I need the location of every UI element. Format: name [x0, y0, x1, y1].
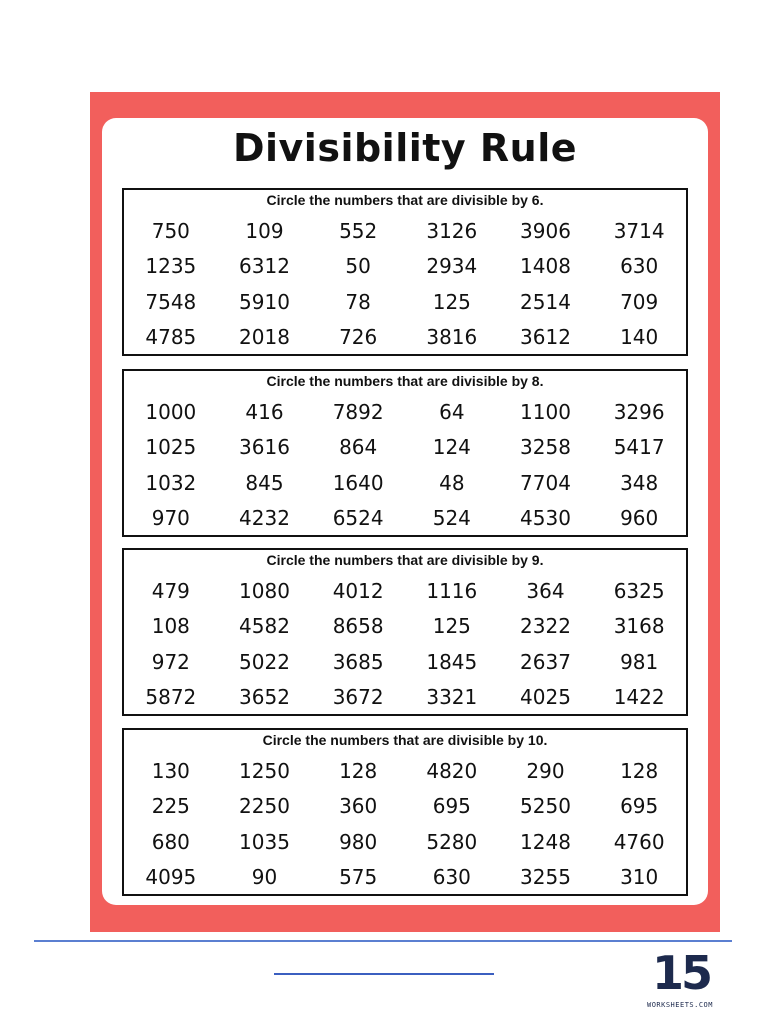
number-cell[interactable]: 7548	[145, 289, 197, 314]
number-cell[interactable]: 225	[151, 794, 190, 819]
worksheet-title: Divisibility Rule	[232, 126, 578, 170]
number-cell[interactable]: 1845	[426, 649, 478, 674]
number-cell[interactable]: 3168	[613, 614, 665, 639]
number-cell[interactable]: 5250	[520, 794, 571, 819]
number-cell[interactable]: 5280	[426, 829, 478, 854]
number-cell[interactable]: 972	[151, 649, 190, 674]
number-cell[interactable]: 4785	[145, 325, 197, 350]
number-cell[interactable]: 8658	[332, 614, 384, 639]
number-cell[interactable]: 709	[620, 289, 659, 314]
number-cell[interactable]: 750	[151, 218, 190, 243]
number-cell[interactable]: 4012	[332, 578, 384, 603]
number-cell[interactable]: 726	[339, 325, 378, 350]
section-divisible-by-10	[122, 728, 688, 896]
number-grid	[124, 573, 686, 715]
number-cell[interactable]: 4820	[426, 758, 478, 783]
number-cell[interactable]: 5022	[239, 649, 290, 674]
number-cell[interactable]: 7704	[520, 470, 571, 495]
number-cell[interactable]: 78	[345, 289, 371, 314]
number-cell[interactable]: 2934	[426, 254, 478, 279]
number-cell[interactable]: 695	[432, 794, 471, 819]
number-cell[interactable]: 3652	[239, 685, 290, 710]
worksheets-logo[interactable]	[640, 945, 720, 1015]
section-heading: Circle the numbers that are divisible by 10.	[262, 732, 548, 748]
section-heading: Circle the numbers that are divisible by 8.	[266, 373, 544, 389]
number-grid	[124, 394, 686, 536]
section-heading: Circle the numbers that are divisible by 9.	[266, 552, 544, 568]
number-cell[interactable]: 479	[151, 578, 190, 603]
number-cell[interactable]: 980	[339, 829, 378, 854]
number-cell[interactable]: 364	[526, 578, 565, 603]
number-cell[interactable]: 3816	[426, 325, 478, 350]
number-cell[interactable]: 1422	[613, 685, 665, 710]
number-cell[interactable]: 1248	[520, 829, 571, 854]
logo-number: 15	[652, 946, 711, 1000]
number-cell[interactable]: 970	[151, 506, 190, 531]
section-divisible-by-6	[122, 188, 688, 356]
number-cell[interactable]: 1250	[239, 758, 290, 783]
number-cell[interactable]: 960	[620, 506, 659, 531]
number-cell[interactable]: 5910	[239, 289, 290, 314]
number-cell[interactable]: 125	[432, 614, 471, 639]
number-cell[interactable]: 695	[620, 794, 659, 819]
number-cell[interactable]: 1640	[332, 470, 384, 495]
number-cell[interactable]: 348	[620, 470, 659, 495]
number-cell[interactable]: 6524	[332, 506, 384, 531]
number-cell[interactable]: 1100	[520, 399, 571, 424]
logo-text: WORKSHEETS.COM	[646, 1001, 713, 1009]
number-grid	[124, 753, 686, 895]
number-cell[interactable]: 1025	[145, 435, 197, 460]
section-heading: Circle the numbers that are divisible by 6.	[266, 192, 544, 208]
number-cell[interactable]: 4095	[145, 865, 197, 890]
number-cell[interactable]: 845	[245, 470, 284, 495]
number-cell[interactable]: 50	[345, 254, 371, 279]
number-cell[interactable]: 3714	[613, 218, 665, 243]
number-cell[interactable]: 6325	[613, 578, 665, 603]
number-cell[interactable]: 125	[432, 289, 471, 314]
number-cell[interactable]: 1116	[426, 578, 478, 603]
number-cell[interactable]: 3296	[613, 399, 665, 424]
number-cell[interactable]: 3906	[520, 218, 571, 243]
number-cell[interactable]: 1035	[239, 829, 290, 854]
number-cell[interactable]: 90	[251, 865, 278, 890]
number-cell[interactable]: 5417	[613, 435, 665, 460]
number-cell[interactable]: 630	[432, 865, 471, 890]
number-cell[interactable]: 2322	[520, 614, 571, 639]
number-cell[interactable]: 524	[432, 506, 471, 531]
number-cell[interactable]: 128	[620, 758, 659, 783]
number-cell[interactable]: 3255	[520, 865, 571, 890]
number-cell[interactable]: 3321	[426, 685, 478, 710]
number-cell[interactable]: 630	[620, 254, 659, 279]
number-cell[interactable]: 3126	[426, 218, 478, 243]
number-cell[interactable]: 4760	[613, 829, 665, 854]
number-cell[interactable]: 3616	[239, 435, 290, 460]
number-cell[interactable]: 290	[526, 758, 565, 783]
number-cell[interactable]: 4530	[520, 506, 571, 531]
number-cell[interactable]: 3612	[520, 325, 571, 350]
number-cell[interactable]: 2637	[520, 649, 571, 674]
number-cell[interactable]: 3258	[520, 435, 571, 460]
footer-divider	[34, 940, 732, 942]
number-cell[interactable]: 4232	[239, 506, 290, 531]
section-divisible-by-9	[122, 548, 688, 716]
number-cell[interactable]: 124	[432, 435, 471, 460]
footer-link-underline[interactable]	[274, 973, 494, 975]
number-grid	[124, 213, 686, 355]
number-cell[interactable]: 360	[339, 794, 378, 819]
number-cell[interactable]: 680	[151, 829, 190, 854]
number-cell[interactable]: 1080	[239, 578, 290, 603]
number-cell[interactable]: 64	[439, 399, 465, 424]
number-cell[interactable]: 552	[339, 218, 378, 243]
number-cell[interactable]: 1235	[145, 254, 197, 279]
number-cell[interactable]: 7892	[332, 399, 384, 424]
number-cell[interactable]: 1408	[520, 254, 571, 279]
section-divisible-by-8	[122, 369, 688, 537]
number-cell[interactable]: 3672	[332, 685, 384, 710]
number-cell[interactable]: 4582	[239, 614, 290, 639]
number-cell[interactable]: 1032	[145, 470, 197, 495]
number-cell[interactable]: 140	[620, 325, 659, 350]
number-cell[interactable]: 2514	[520, 289, 571, 314]
number-cell[interactable]: 1000	[145, 399, 197, 424]
number-cell[interactable]: 128	[339, 758, 378, 783]
number-cell[interactable]: 416	[245, 399, 284, 424]
number-cell[interactable]: 981	[620, 649, 659, 674]
number-cell[interactable]: 130	[151, 758, 190, 783]
number-cell[interactable]: 2018	[239, 325, 290, 350]
number-cell[interactable]: 4025	[520, 685, 571, 710]
number-cell[interactable]: 6312	[239, 254, 290, 279]
number-cell[interactable]: 2250	[239, 794, 290, 819]
number-cell[interactable]: 575	[339, 865, 378, 890]
number-cell[interactable]: 3685	[332, 649, 384, 674]
number-cell[interactable]: 108	[151, 614, 190, 639]
number-cell[interactable]: 310	[620, 865, 659, 890]
number-cell[interactable]: 48	[439, 470, 465, 495]
number-cell[interactable]: 864	[339, 435, 378, 460]
number-cell[interactable]: 109	[245, 218, 284, 243]
number-cell[interactable]: 5872	[145, 685, 197, 710]
